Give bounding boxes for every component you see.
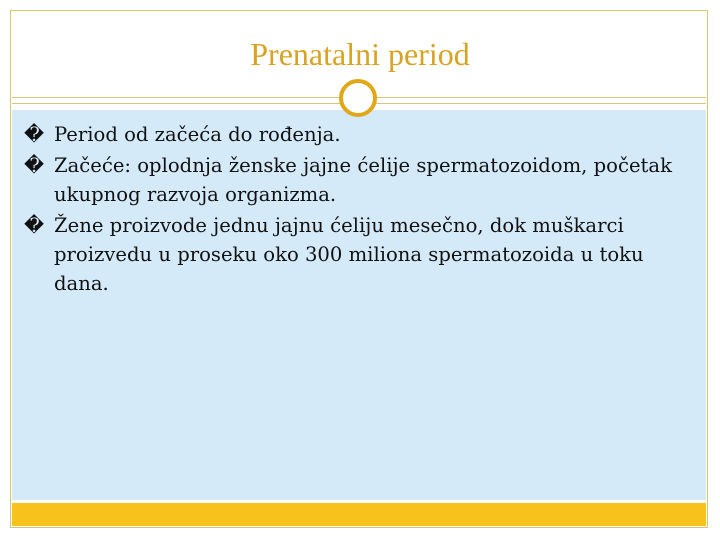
bullet-text: Začeće: oplodnja ženske jajne ćelije spermatozoidom, početak ukupnog razvoja organizma. — [54, 154, 672, 206]
circle-ornament-icon — [339, 79, 377, 117]
bullet-text: Žene proizvode jednu jajnu ćeliju mesečno, dok muškarci proizvedu u proseku oko 300 miliona spermatozoida u toku dana. — [54, 214, 644, 295]
bottom-accent-bar — [12, 503, 706, 526]
bullet-item — [24, 151, 700, 209]
bullet-marker-icon: � — [24, 214, 45, 237]
slide-title: Prenatalni period — [250, 36, 470, 72]
bullet-item — [24, 211, 700, 298]
bullet-marker-icon: � — [24, 123, 45, 146]
bullet-item — [24, 120, 700, 149]
bullet-list — [24, 120, 700, 300]
bullet-text: Period od začeća do rođenja. — [54, 123, 341, 146]
bullet-marker-icon: � — [24, 154, 45, 177]
